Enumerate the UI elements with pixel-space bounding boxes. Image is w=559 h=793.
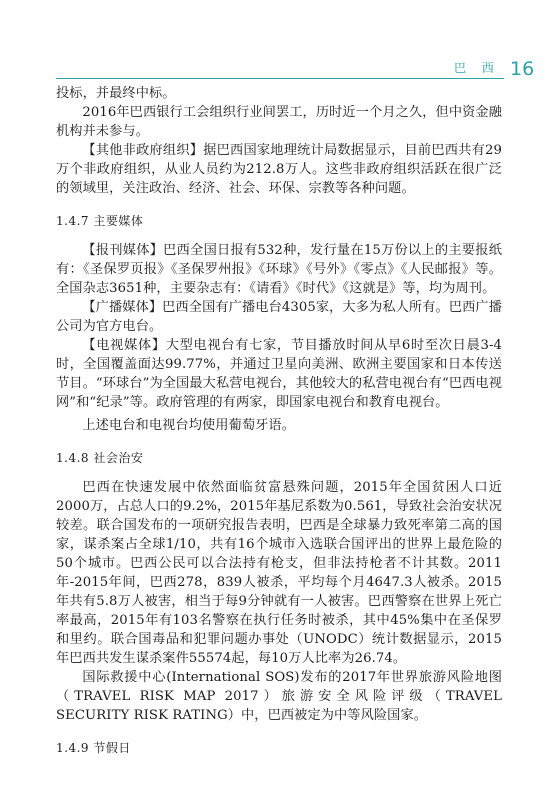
- paragraph-security: 巴西在快速发展中依然面临贫富悬殊问题，2015年全国贫困人口近2000万，占总人口的9.2%，2015年基尼系数为0.561，导致社会治安状况较差。联合国发布的一项研究报告表明，巴西是全球暴力致死率第二高的国家，谋杀案占全球1/10，共有16个城市入选联合国评出的世界上最危险的50个城市。巴西公民可以合法持有枪支，但非法持枪者不计其数。2011年-2015年间，巴西278，839人被杀，平均每个月4647.3人被杀。2015年共有5.8万人被害，相当于每9分钟就有一人被害。巴西警察在世界上死亡率最高，2015年有103名警察在执行任务时被杀，其中45%集中在圣保罗和里约。联合国毒品和犯罪问题办事处（UNODC）统计数据显示，2015年巴西共发生谋杀案件55574起，每10万人比率为26.74。: [56, 480, 502, 666]
- page-number: 16: [510, 58, 535, 80]
- chapter-title: 巴 西: [454, 61, 500, 75]
- body-text: [56, 84, 502, 768]
- header-rule: [56, 78, 504, 79]
- section-heading-security: 1.4.8 社会治安: [56, 451, 144, 465]
- paragraph-print-media: 【报刊媒体】巴西全国日报有532种，发行量在15万份以上的主要报纸有：《圣保罗页报》《圣保罗州报》《环球》《号外》《零点》《人民邮报》等。全国杂志3651种，主要杂志有：《请看》《时代》《这就是》等，均为周刊。: [56, 243, 502, 296]
- section-heading-holidays: 1.4.9 节假日: [56, 741, 131, 755]
- paragraph-bank-strike: 2016年巴西银行工会组织行业间罢工，历时近一个月之久，但中资金融机构并未参与。: [56, 105, 502, 139]
- paragraph-travel-risk: 国际救援中心(International SOS)发布的2017年世界旅游风险地图（TRAVEL RISK MAP 2017）旅游安全风险评级（TRAVEL SECURITY RISK RATING）中，巴西被定为中等风险国家。: [56, 670, 502, 723]
- paragraph-radio-media: 【广播媒体】巴西全国有广播电台4305家，大多为私人所有。巴西广播公司为官方电台。: [56, 300, 502, 334]
- paragraph-language: 上述电台和电视台均使用葡萄牙语。: [82, 418, 295, 433]
- section-heading-media: 1.4.7 主要媒体: [56, 214, 144, 228]
- paragraph-ngo: 【其他非政府组织】据巴西国家地理统计局数据显示，目前巴西共有29万个非政府组织，从业人员约为212.8万人。这些非政府组织活跃在很广泛的领域里，关注政治、经济、社会、环保、宗教等各种问题。: [56, 143, 502, 196]
- page-header: [0, 0, 559, 80]
- paragraph-tv-media: 【电视媒体】大型电视台有七家，节目播放时间从早6时至次日晨3-4时，全国覆盖面达99.77%，并通过卫星向美洲、欧洲主要国家和日本传送节目。“环球台”为全国最大私营电视台，其他较大的私营电视台有“巴西电视网”和“纪录”等。政府管理的有两家，即国家电视台和教育电视台。: [56, 338, 502, 410]
- paragraph-continuation: 投标，并最终中标。: [56, 86, 176, 101]
